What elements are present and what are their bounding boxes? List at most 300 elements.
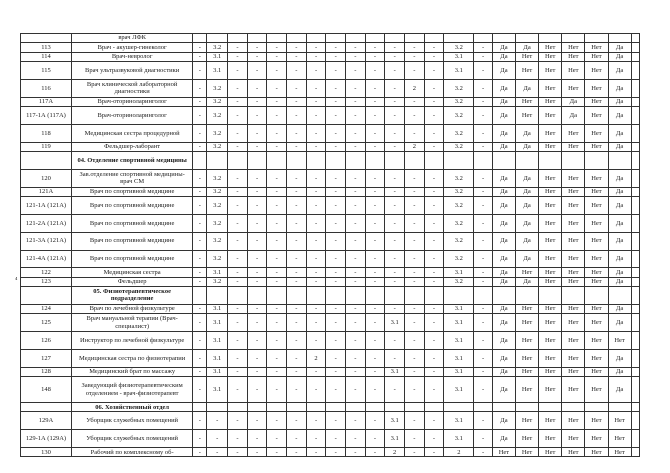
- row-cell: -: [385, 43, 405, 52]
- row-cell: -: [228, 377, 248, 403]
- row-cell: [404, 34, 424, 43]
- row-cell: -: [424, 79, 444, 97]
- row-cell: Нет: [562, 377, 585, 403]
- row-cell: Нет: [585, 268, 608, 277]
- row-position-name: Врач-оториноларинголог: [71, 107, 192, 125]
- row-cell: Да: [492, 277, 515, 286]
- row-cell: -: [267, 277, 287, 286]
- row-cell: -: [404, 377, 424, 403]
- row-cell: [404, 287, 424, 305]
- row-cell: Нет: [539, 268, 562, 277]
- row-cell: -: [385, 349, 405, 367]
- row-cell: Нет: [562, 314, 585, 332]
- row-cell: 3.2: [207, 232, 228, 250]
- row-cell: -: [424, 107, 444, 125]
- row-cell: [267, 287, 287, 305]
- row-cell: -: [385, 107, 405, 125]
- row-cell: [631, 349, 639, 367]
- row-cell: -: [424, 142, 444, 151]
- row-cell: Нет: [539, 430, 562, 448]
- row-cell: -: [326, 304, 346, 313]
- row-cell: -: [385, 250, 405, 268]
- row-cell: -: [346, 448, 366, 457]
- row-cell: [404, 403, 424, 412]
- row-cell: -: [404, 367, 424, 376]
- row-cell: 3.2: [207, 107, 228, 125]
- row-cell: Нет: [562, 349, 585, 367]
- row-cell: Нет: [585, 43, 608, 52]
- row-cell: -: [267, 268, 287, 277]
- row-cell: -: [228, 62, 248, 80]
- row-cell: [306, 34, 326, 43]
- row-cell: Нет: [562, 52, 585, 61]
- row-cell: [631, 232, 639, 250]
- row-cell: 2: [404, 142, 424, 151]
- row-cell: Да: [492, 197, 515, 215]
- row-cell: -: [306, 62, 326, 80]
- row-cell: Нет: [585, 430, 608, 448]
- row-cell: [207, 34, 228, 43]
- row-cell: Нет: [585, 314, 608, 332]
- row-cell: 3.2: [444, 250, 474, 268]
- table-row: [21, 197, 640, 215]
- row-cell: Нет: [492, 448, 515, 457]
- row-cell: -: [247, 214, 267, 232]
- row-cell: Нет: [608, 332, 631, 350]
- row-cell: -: [306, 314, 326, 332]
- row-cell: Нет: [562, 232, 585, 250]
- row-cell: -: [247, 377, 267, 403]
- row-cell: Да: [608, 268, 631, 277]
- row-cell: Нет: [562, 332, 585, 350]
- row-cell: -: [247, 448, 267, 457]
- row-cell: -: [404, 169, 424, 187]
- row-cell: 3.1: [207, 377, 228, 403]
- row-cell: -: [424, 52, 444, 61]
- row-cell: 3.1: [207, 304, 228, 313]
- row-cell: -: [247, 250, 267, 268]
- row-cell: Нет: [585, 197, 608, 215]
- row-cell: Да: [492, 124, 515, 142]
- row-cell: -: [228, 412, 248, 430]
- row-cell: -: [474, 430, 493, 448]
- row-cell: [631, 79, 639, 97]
- row-cell: [631, 142, 639, 151]
- row-cell: -: [267, 332, 287, 350]
- row-cell: -: [365, 349, 385, 367]
- row-cell: -: [247, 124, 267, 142]
- row-cell: -: [404, 232, 424, 250]
- row-cell: -: [247, 332, 267, 350]
- row-cell: -: [424, 268, 444, 277]
- row-cell: -: [247, 314, 267, 332]
- row-cell: Нет: [585, 142, 608, 151]
- row-cell: [346, 403, 366, 412]
- table-row: [21, 232, 640, 250]
- row-cell: -: [193, 304, 207, 313]
- row-cell: -: [346, 197, 366, 215]
- table-row: [21, 142, 640, 151]
- row-cell: Да: [492, 187, 515, 196]
- row-cell: -: [326, 169, 346, 187]
- row-cell: -: [385, 79, 405, 97]
- row-cell: Да: [492, 62, 515, 80]
- row-cell: -: [228, 250, 248, 268]
- row-cell: -: [474, 62, 493, 80]
- row-cell: -: [228, 277, 248, 286]
- row-cell: Да: [608, 304, 631, 313]
- row-cell: 3.2: [444, 79, 474, 97]
- row-cell: [424, 403, 444, 412]
- row-code: [21, 403, 72, 412]
- row-cell: -: [326, 187, 346, 196]
- row-code: 121-4А (121А): [21, 250, 72, 268]
- row-code: 120: [21, 169, 72, 187]
- row-cell: -: [474, 52, 493, 61]
- row-cell: -: [267, 304, 287, 313]
- row-cell: -: [474, 169, 493, 187]
- row-cell: -: [404, 304, 424, 313]
- row-cell: -: [474, 124, 493, 142]
- row-cell: -: [365, 314, 385, 332]
- row-cell: Нет: [585, 62, 608, 80]
- row-cell: -: [365, 332, 385, 350]
- row-cell: 3.2: [207, 142, 228, 151]
- row-cell: Да: [492, 332, 515, 350]
- row-cell: -: [287, 314, 307, 332]
- row-cell: 3.2: [444, 232, 474, 250]
- table-row: [21, 277, 640, 286]
- row-cell: -: [424, 277, 444, 286]
- row-cell: -: [306, 448, 326, 457]
- row-cell: -: [326, 277, 346, 286]
- row-cell: [247, 403, 267, 412]
- row-cell: -: [474, 97, 493, 106]
- row-cell: -: [287, 107, 307, 125]
- row-cell: -: [424, 412, 444, 430]
- row-code: 126: [21, 332, 72, 350]
- row-code: 121-1А (121А): [21, 197, 72, 215]
- row-cell: -: [326, 43, 346, 52]
- row-cell: [631, 314, 639, 332]
- row-cell: -: [474, 187, 493, 196]
- row-cell: -: [247, 268, 267, 277]
- row-cell: Нет: [516, 377, 539, 403]
- row-cell: -: [346, 332, 366, 350]
- row-cell: -: [365, 142, 385, 151]
- row-position-name: Врач по спортивной медицине: [71, 232, 192, 250]
- row-cell: [631, 169, 639, 187]
- row-cell: -: [326, 79, 346, 97]
- row-cell: Да: [608, 52, 631, 61]
- row-cell: [424, 152, 444, 170]
- row-cell: Да: [516, 214, 539, 232]
- row-cell: [631, 250, 639, 268]
- row-cell: Нет: [516, 52, 539, 61]
- row-cell: [424, 34, 444, 43]
- row-cell: 3.1: [444, 349, 474, 367]
- row-cell: -: [385, 277, 405, 286]
- row-cell: Нет: [585, 97, 608, 106]
- row-cell: -: [193, 124, 207, 142]
- row-cell: -: [326, 430, 346, 448]
- row-cell: -: [474, 412, 493, 430]
- row-cell: [247, 34, 267, 43]
- row-cell: [228, 287, 248, 305]
- row-cell: -: [346, 232, 366, 250]
- row-cell: [539, 287, 562, 305]
- row-cell: [631, 52, 639, 61]
- row-cell: 3.2: [207, 97, 228, 106]
- row-cell: -: [267, 377, 287, 403]
- row-cell: Нет: [562, 412, 585, 430]
- row-code: 121-2А (121А): [21, 214, 72, 232]
- row-cell: 3.1: [444, 430, 474, 448]
- row-cell: -: [306, 43, 326, 52]
- row-cell: -: [404, 107, 424, 125]
- row-cell: -: [385, 97, 405, 106]
- row-cell: [287, 287, 307, 305]
- row-cell: Нет: [539, 250, 562, 268]
- row-cell: -: [365, 169, 385, 187]
- row-cell: Нет: [539, 79, 562, 97]
- row-code: 148: [21, 377, 72, 403]
- row-cell: Нет: [539, 43, 562, 52]
- row-cell: Да: [562, 97, 585, 106]
- row-cell: [193, 34, 207, 43]
- row-position-name: Врач по лечебной физкультуре: [71, 304, 192, 313]
- row-cell: Да: [492, 232, 515, 250]
- row-cell: -: [404, 448, 424, 457]
- row-cell: [365, 287, 385, 305]
- row-cell: Нет: [539, 142, 562, 151]
- row-cell: -: [404, 430, 424, 448]
- row-cell: Нет: [539, 277, 562, 286]
- row-cell: -: [365, 412, 385, 430]
- row-cell: -: [404, 250, 424, 268]
- row-cell: Нет: [562, 367, 585, 376]
- row-cell: Нет: [516, 304, 539, 313]
- row-cell: Нет: [516, 367, 539, 376]
- row-cell: [562, 152, 585, 170]
- row-cell: -: [228, 332, 248, 350]
- row-code: [21, 287, 72, 305]
- row-cell: -: [267, 412, 287, 430]
- row-cell: [516, 287, 539, 305]
- row-cell: Да: [608, 187, 631, 196]
- row-cell: 3.1: [385, 430, 405, 448]
- row-cell: Да: [516, 79, 539, 97]
- row-cell: -: [193, 187, 207, 196]
- row-cell: -: [287, 377, 307, 403]
- table-row: [21, 52, 640, 61]
- row-cell: -: [228, 232, 248, 250]
- row-cell: -: [247, 169, 267, 187]
- row-cell: -: [346, 169, 366, 187]
- row-cell: -: [306, 304, 326, 313]
- row-cell: 3.1: [444, 377, 474, 403]
- row-cell: -: [247, 187, 267, 196]
- row-cell: [516, 152, 539, 170]
- row-cell: [228, 34, 248, 43]
- row-cell: -: [267, 124, 287, 142]
- row-cell: Нет: [562, 62, 585, 80]
- row-cell: -: [365, 377, 385, 403]
- row-cell: -: [474, 277, 493, 286]
- row-cell: -: [424, 169, 444, 187]
- row-cell: -: [287, 43, 307, 52]
- row-cell: -: [287, 448, 307, 457]
- row-cell: [631, 403, 639, 412]
- row-cell: 3.2: [207, 124, 228, 142]
- row-cell: -: [346, 52, 366, 61]
- row-cell: -: [306, 232, 326, 250]
- row-position-name: Врач по спортивной медицине: [71, 197, 192, 215]
- row-cell: -: [306, 277, 326, 286]
- row-cell: [228, 152, 248, 170]
- row-cell: [326, 34, 346, 43]
- row-cell: [492, 152, 515, 170]
- row-cell: Нет: [539, 367, 562, 376]
- table-row: [21, 43, 640, 52]
- working-conditions-table: [20, 33, 640, 457]
- row-cell: -: [346, 304, 366, 313]
- row-cell: -: [385, 232, 405, 250]
- row-cell: -: [424, 332, 444, 350]
- row-cell: Нет: [562, 43, 585, 52]
- row-cell: -: [365, 79, 385, 97]
- row-cell: [207, 152, 228, 170]
- row-position-name: Врач - акушер-гинеколог: [71, 43, 192, 52]
- row-cell: Нет: [516, 349, 539, 367]
- row-cell: -: [326, 197, 346, 215]
- row-cell: -: [404, 124, 424, 142]
- row-cell: -: [474, 214, 493, 232]
- row-cell: [631, 377, 639, 403]
- row-cell: -: [287, 268, 307, 277]
- row-position-name: Врач ультразвуковой диагностики: [71, 62, 192, 80]
- row-cell: [631, 448, 639, 457]
- row-cell: Нет: [539, 169, 562, 187]
- row-cell: -: [193, 377, 207, 403]
- row-code: 130: [21, 448, 72, 457]
- row-cell: -: [228, 124, 248, 142]
- row-cell: -: [306, 79, 326, 97]
- row-cell: Да: [492, 314, 515, 332]
- row-cell: -: [474, 314, 493, 332]
- table-row: [21, 332, 640, 350]
- row-cell: -: [247, 232, 267, 250]
- row-cell: -: [474, 377, 493, 403]
- row-cell: Да: [492, 142, 515, 151]
- row-cell: Нет: [539, 314, 562, 332]
- row-position-name: Врач-оториноларинголог: [71, 97, 192, 106]
- row-cell: -: [228, 448, 248, 457]
- row-cell: 3.2: [207, 250, 228, 268]
- row-code: 117А: [21, 97, 72, 106]
- row-code: 117-1А (117А): [21, 107, 72, 125]
- row-cell: 3.1: [444, 268, 474, 277]
- row-position-name: Медицинский брат по массажу: [71, 367, 192, 376]
- row-cell: -: [306, 169, 326, 187]
- row-cell: [585, 34, 608, 43]
- row-cell: 3.2: [207, 277, 228, 286]
- document-page: [20, 33, 640, 466]
- row-cell: [444, 403, 474, 412]
- row-cell: 3.2: [444, 169, 474, 187]
- row-cell: -: [193, 97, 207, 106]
- row-cell: -: [385, 268, 405, 277]
- row-cell: -: [346, 43, 366, 52]
- row-cell: -: [326, 97, 346, 106]
- row-cell: Да: [492, 349, 515, 367]
- row-cell: -: [267, 232, 287, 250]
- row-cell: -: [326, 314, 346, 332]
- row-cell: Нет: [539, 124, 562, 142]
- row-cell: Нет: [539, 304, 562, 313]
- row-cell: Нет: [562, 304, 585, 313]
- row-cell: Нет: [539, 349, 562, 367]
- row-code: 129А: [21, 412, 72, 430]
- row-cell: -: [365, 214, 385, 232]
- row-cell: -: [424, 62, 444, 80]
- row-cell: [492, 403, 515, 412]
- row-cell: -: [326, 250, 346, 268]
- row-cell: Да: [492, 377, 515, 403]
- row-cell: Нет: [585, 232, 608, 250]
- row-cell: [306, 152, 326, 170]
- row-cell: -: [193, 197, 207, 215]
- row-cell: -: [346, 367, 366, 376]
- row-cell: [492, 34, 515, 43]
- row-cell: -: [326, 107, 346, 125]
- row-cell: -: [228, 367, 248, 376]
- row-position-name: врач ЛФК: [71, 34, 192, 43]
- margin-mark: ⁴: [15, 276, 18, 284]
- row-cell: Нет: [562, 430, 585, 448]
- row-code: [21, 152, 72, 170]
- row-cell: -: [346, 62, 366, 80]
- row-cell: Да: [608, 62, 631, 80]
- row-cell: 3.1: [444, 332, 474, 350]
- row-cell: -: [404, 277, 424, 286]
- table-row: [21, 367, 640, 376]
- row-cell: [608, 34, 631, 43]
- row-cell: -: [306, 377, 326, 403]
- row-cell: [492, 287, 515, 305]
- row-cell: [326, 287, 346, 305]
- row-cell: [365, 403, 385, 412]
- row-cell: -: [306, 124, 326, 142]
- row-cell: 3.2: [444, 43, 474, 52]
- row-cell: -: [326, 62, 346, 80]
- row-cell: Нет: [539, 377, 562, 403]
- row-cell: Да: [608, 107, 631, 125]
- row-cell: -: [193, 314, 207, 332]
- row-cell: [631, 152, 639, 170]
- row-cell: Нет: [585, 448, 608, 457]
- row-cell: [385, 34, 405, 43]
- row-cell: [247, 152, 267, 170]
- row-cell: -: [228, 43, 248, 52]
- row-cell: Нет: [608, 412, 631, 430]
- row-cell: -: [247, 142, 267, 151]
- row-cell: 3.2: [444, 107, 474, 125]
- row-cell: -: [306, 268, 326, 277]
- row-cell: Нет: [585, 169, 608, 187]
- row-cell: Да: [562, 107, 585, 125]
- row-cell: -: [287, 332, 307, 350]
